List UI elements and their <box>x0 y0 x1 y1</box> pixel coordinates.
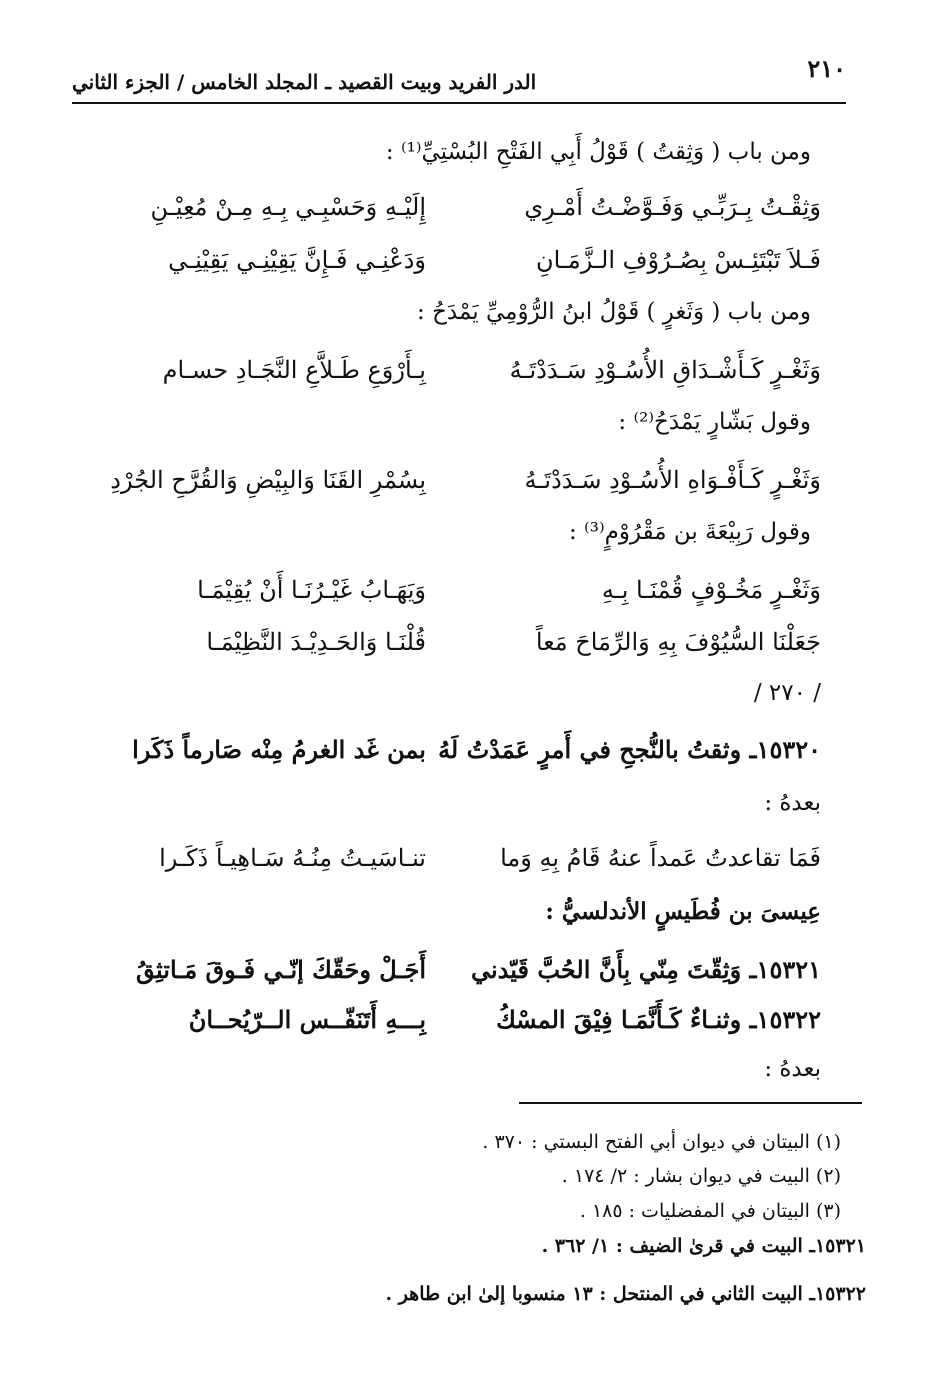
page-reference: / ٢٧٠ / <box>753 680 821 706</box>
first-hemistich: جَعَلْنَا السُّيُوْفَ بِهِ وَالرِّمَاحَ مَعاً <box>535 628 821 656</box>
first-hemistich: وَثِقْـتُ بِـرَبِّـي وَفَـوَّضْـتُ أَمْـرِي <box>524 193 821 221</box>
second-hemistich: وَدَعْنِـي فَـإِنَّ يَقِيْنِـي يَقِيْنِـي <box>168 246 426 274</box>
footnote-3: (٣) البيتان في المفضليات : ١٨٥ . <box>579 1200 841 1222</box>
second-hemistich: بمن غَد الغرمُ مِنْه صَارماً ذَكَرا <box>132 735 426 764</box>
footnote-4: ١٥٣٢١ـ البيت في قرىٰ الضيف : ١/ ٣٦٢ . <box>541 1235 866 1257</box>
intro-line: وقول رَبِيْعَةَ بن مَقْرُوْمٍ⁽³⁾ : <box>568 519 811 545</box>
verse-line <box>100 730 821 774</box>
intro-line: عِيسىَ بن فُطَيسٍ الأندلسيُّ : <box>545 898 821 925</box>
verse-line <box>100 838 821 882</box>
verse-line <box>100 187 821 231</box>
second-hemistich: وَيَهَـابُ غَيْـرُنَـا أَنْ يُقِيْمَـا <box>197 576 426 604</box>
second-hemistich: بِـأَرْوَعِ طَـلاَّعِ النَّجَـادِ حسـام <box>162 356 426 384</box>
first-hemistich: ١٥٣٢٢ـ وثنـاءٌ كَـأَنَّمَـا فِيْقَ المسْكُ <box>496 1005 821 1034</box>
footnote-divider <box>519 1102 862 1104</box>
second-hemistich: قُلْنَـا وَالحَـدِيْـدَ النَّظِيْمَـا <box>206 628 426 656</box>
footnote-2: (٢) البيت في ديوان بشار : ٢/ ١٧٤ . <box>561 1165 841 1187</box>
running-title: الدر الفريد وبيت القصيد ـ المجلد الخامس / الجزء الثاني <box>72 70 537 94</box>
first-hemistich: فَمَا تقاعدتُ عَمداً عنهُ قَامُ بِهِ وَما <box>500 844 821 872</box>
page-header <box>72 50 846 104</box>
verse-line <box>100 570 821 614</box>
footnote-1: (١) البيتان في ديوان أبي الفتح البستي : ٣٧٠ . <box>482 1131 841 1153</box>
second-hemistich: إِلَيْـهِ وَحَسْبِـي بِـهِ مِـنْ مُعِيْـنِ <box>150 193 426 221</box>
intro-line: وقول بَشّارٍ يَمْدَحُ⁽²⁾ : <box>618 409 811 435</box>
first-hemistich: فَـلاَ تَبْتَئِـسْ بِصُـرُوْفِ الـزَّمَـانِ <box>535 246 821 274</box>
first-hemistich: وَثَغْـرٍ كَـأَفْـوَاهِ الأُسُـوْدِ سَـدَدْتَـهُ <box>524 466 821 494</box>
verse-line <box>100 350 821 394</box>
after-label: بعدهُ : <box>764 790 821 816</box>
verse-line <box>100 240 821 284</box>
intro-line: ومن باب ( وَثِقتُ ) قَوْلُ أَبِي الفَتْحِ البُسْتِيِّ⁽¹⁾ : <box>385 139 811 165</box>
first-hemistich: ١٥٣٢١ـ وَثِقّتَ مِنّي بِأَنَّ الحُبَّ قَيّدني <box>471 955 821 984</box>
second-hemistich: أَجَـلْ وحَقّكَ إنّـي فَـوقَ مَـاتثِقُ <box>136 955 426 984</box>
second-hemistich: تنـاسَيـتُ مِنُـهُ سَـاهِيـاً ذَكَـرا <box>159 844 426 872</box>
footnote-5: ١٥٣٢٢ـ البيت الثاني في المنتحل : ١٣ منسوبا إلىٰ ابن طاهر . <box>385 1283 866 1305</box>
second-hemistich: بِسُمْرِ القَنَا وَالبِيْضِ وَالقُرَّحِ الجُرْدِ <box>110 466 426 494</box>
verse-line <box>100 622 821 666</box>
first-hemistich: وَثَغْـرٍ كَـأَشْـدَاقِ الأُسُـوْدِ سَـدَدْتَـهُ <box>509 356 821 384</box>
verse-line <box>100 460 821 504</box>
intro-line: ومن باب ( وَثَغرٍ ) قَوْلُ ابنُ الرُّوْمِيِّ يَمْدَحُ : <box>417 299 811 325</box>
first-hemistich: ١٥٣٢٠ـ وثقتُ بالنُّجحِ في أَمرٍ عَمَدْتُ لَهُ <box>438 735 821 764</box>
first-hemistich: وَثَغْـرٍ مَخُـوْفٍ قُمْنَـا بِـهِ <box>601 576 821 604</box>
verse-line <box>100 1000 821 1044</box>
after-label: بعدهُ : <box>764 1056 821 1082</box>
page-number: ٢١٠ <box>807 54 846 83</box>
verse-line <box>100 950 821 994</box>
second-hemistich: بِـــهِ أَتَنَفّــس الــرّيُحــانُ <box>188 1005 426 1034</box>
